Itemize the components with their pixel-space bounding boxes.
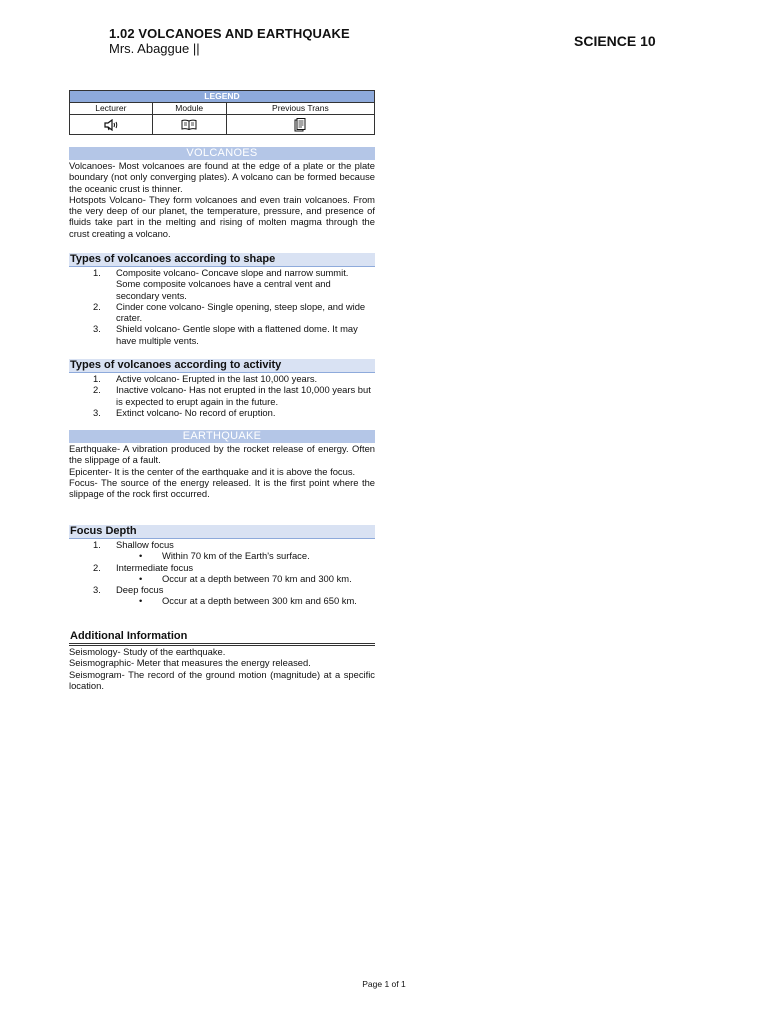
page-number: Page 1 of 1 xyxy=(362,979,406,989)
document-author: Mrs. Abaggue || xyxy=(109,41,200,56)
document-icon xyxy=(294,118,306,132)
legend-col-lecturer: Lecturer xyxy=(70,103,153,115)
activity-section xyxy=(69,359,375,418)
seismology-paragraph: Seismology- Study of the earthquake. xyxy=(69,646,226,657)
focus-depth-heading: Focus Depth xyxy=(69,525,375,539)
shape-heading: Types of volcanoes according to shape xyxy=(69,253,375,267)
legend-table xyxy=(69,90,375,135)
focus-depth-list xyxy=(69,539,375,550)
list-item: 3. Extinct volcano- No record of eruption. xyxy=(93,406,276,418)
document-subject: SCIENCE 10 xyxy=(574,33,656,49)
earthquake-section xyxy=(69,430,375,499)
additional-heading: Additional Information xyxy=(69,630,375,646)
shape-list xyxy=(69,267,375,346)
list-item: 1. Active volcano- Erupted in the last 10,000 years. xyxy=(93,373,318,384)
list-item: 2. Cinder cone volcano- Single opening, steep slope, and wide crater. xyxy=(93,300,366,324)
earthquake-banner: EARTHQUAKE xyxy=(69,430,375,443)
activity-heading: Types of volcanoes according to activity xyxy=(69,359,375,373)
volcanoes-section xyxy=(69,147,375,239)
focus-depth-section xyxy=(69,525,375,607)
bullet-item: • Within 70 km of the Earth's surface. xyxy=(139,550,310,562)
legend-col-module: Module xyxy=(152,103,226,115)
list-item: 2. Intermediate focus xyxy=(93,561,194,573)
seismographic-paragraph: Seismographic- Meter that measures the energy released. xyxy=(69,657,311,669)
document-title: 1.02 VOLCANOES AND EARTHQUAKE xyxy=(109,26,350,41)
book-icon xyxy=(181,119,197,131)
hotspots-paragraph: Hotspots Volcano- They form volcanoes and even train volcanoes. From the very deep of our planet, the temperature, pressure, and presence of fluids take part in the melting and rising of molten magma through the crust creating a volcano. xyxy=(69,193,375,239)
list-item: 3. Shield volcano- Gentle slope with a flattened dome. It may have multiple vents. xyxy=(93,323,358,346)
seismogram-paragraph: Seismogram- The record of the ground motion (magnitude) at a specific location. xyxy=(69,668,375,691)
volcanoes-paragraph: Volcanoes- Most volcanoes are found at the edge of a plate or the plate boundary (not only converging plates). A volcano can be formed because the oceanic crust is thinner. xyxy=(69,160,375,194)
epicenter-paragraph: Epicenter- It is the center of the earthquake and it is above the focus. xyxy=(69,465,356,477)
bullet-item: • Occur at a depth between 70 km and 300 km. xyxy=(139,572,352,584)
list-item: 1. Shallow focus xyxy=(93,539,174,550)
legend-title: LEGEND xyxy=(70,91,375,103)
earthquake-paragraph: Earthquake- A vibration produced by the rocket release of energy. Often the slippage of a fault. xyxy=(69,443,375,466)
shape-section xyxy=(69,253,375,346)
focus-paragraph: Focus- The source of the energy released. It is the first point where the slippage of the rock first occurred. xyxy=(69,476,375,500)
activity-list xyxy=(69,373,375,418)
additional-section xyxy=(69,630,375,691)
bullet-item: • Occur at a depth between 300 km and 650 km. xyxy=(139,595,357,607)
legend-col-previous-trans: Previous Trans xyxy=(226,103,374,115)
page-footer xyxy=(0,979,768,989)
list-item: 3. Deep focus xyxy=(93,584,164,596)
megaphone-icon xyxy=(104,119,118,131)
list-item: 1. Composite volcano- Concave slope and narrow summit. Some composite volcanoes have a central vent and secondary vents. xyxy=(93,267,349,301)
list-item: 2. Inactive volcano- Has not erupted in the last 10,000 years but is expected to erupt again in the future. xyxy=(93,384,371,407)
volcanoes-banner: VOLCANOES xyxy=(69,147,375,160)
